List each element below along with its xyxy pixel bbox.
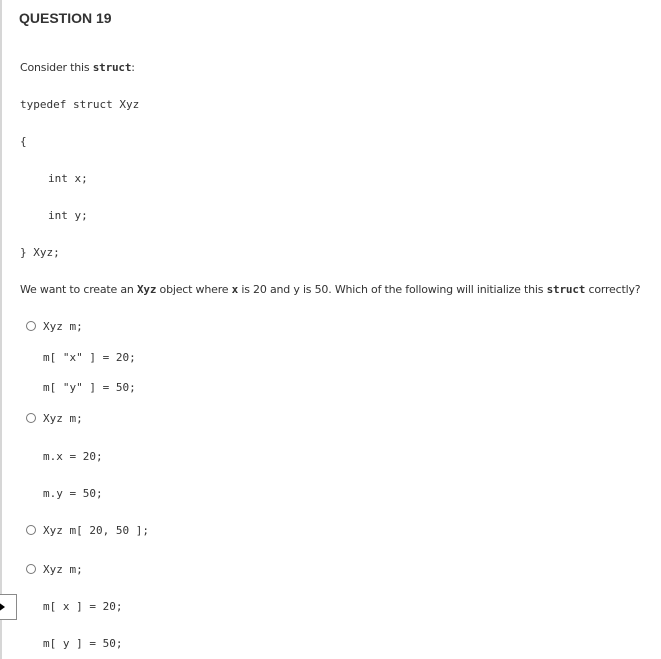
option-a-line-1[interactable]: Xyz m; [43, 320, 83, 333]
prompt-code-xyz: Xyz [136, 283, 157, 296]
option-b-line-3: m.y = 50; [43, 487, 103, 500]
left-border [0, 0, 2, 659]
prompt-code-x: x [231, 283, 239, 296]
current-question-marker[interactable] [0, 594, 17, 620]
struct-field-x: int x; [48, 172, 88, 185]
option-a-line-3: m[ "y" ] = 50; [43, 381, 136, 394]
prompt-part-1: We want to create an [20, 283, 137, 296]
option-c-radio[interactable] [26, 525, 36, 535]
option-a-line-2: m[ "x" ] = 20; [43, 351, 136, 364]
prompt-part-4: correctly? [585, 283, 641, 296]
option-d-line-1[interactable]: Xyz m; [43, 563, 83, 576]
struct-typedef-line: typedef struct Xyz [20, 98, 140, 111]
option-d-radio[interactable] [26, 564, 36, 574]
option-b-line-2: m.x = 20; [43, 450, 103, 463]
question-prompt [20, 283, 640, 296]
option-d-line-3: m[ y ] = 50; [43, 637, 123, 650]
struct-open-brace: { [20, 135, 27, 148]
intro-code: struct [92, 61, 132, 74]
prompt-part-2: object where [156, 283, 232, 296]
intro-label: Consider this [20, 61, 93, 74]
option-b-line-1[interactable]: Xyz m; [43, 412, 83, 425]
option-a-radio[interactable] [26, 321, 36, 331]
struct-field-y: int y; [48, 209, 88, 222]
pointer-arrow-icon [0, 602, 5, 612]
struct-close-line: } Xyz; [20, 246, 60, 259]
option-b-radio[interactable] [26, 413, 36, 423]
intro-text [20, 61, 135, 74]
prompt-part-3: is 20 and y is 50. Which of the following will initialize this [238, 283, 547, 296]
prompt-code-struct: struct [546, 283, 586, 296]
option-c-line-1[interactable]: Xyz m[ 20, 50 ]; [43, 524, 149, 537]
question-title: QUESTION 19 [19, 10, 112, 26]
intro-end: : [131, 61, 135, 74]
option-d-line-2: m[ x ] = 20; [43, 600, 123, 613]
